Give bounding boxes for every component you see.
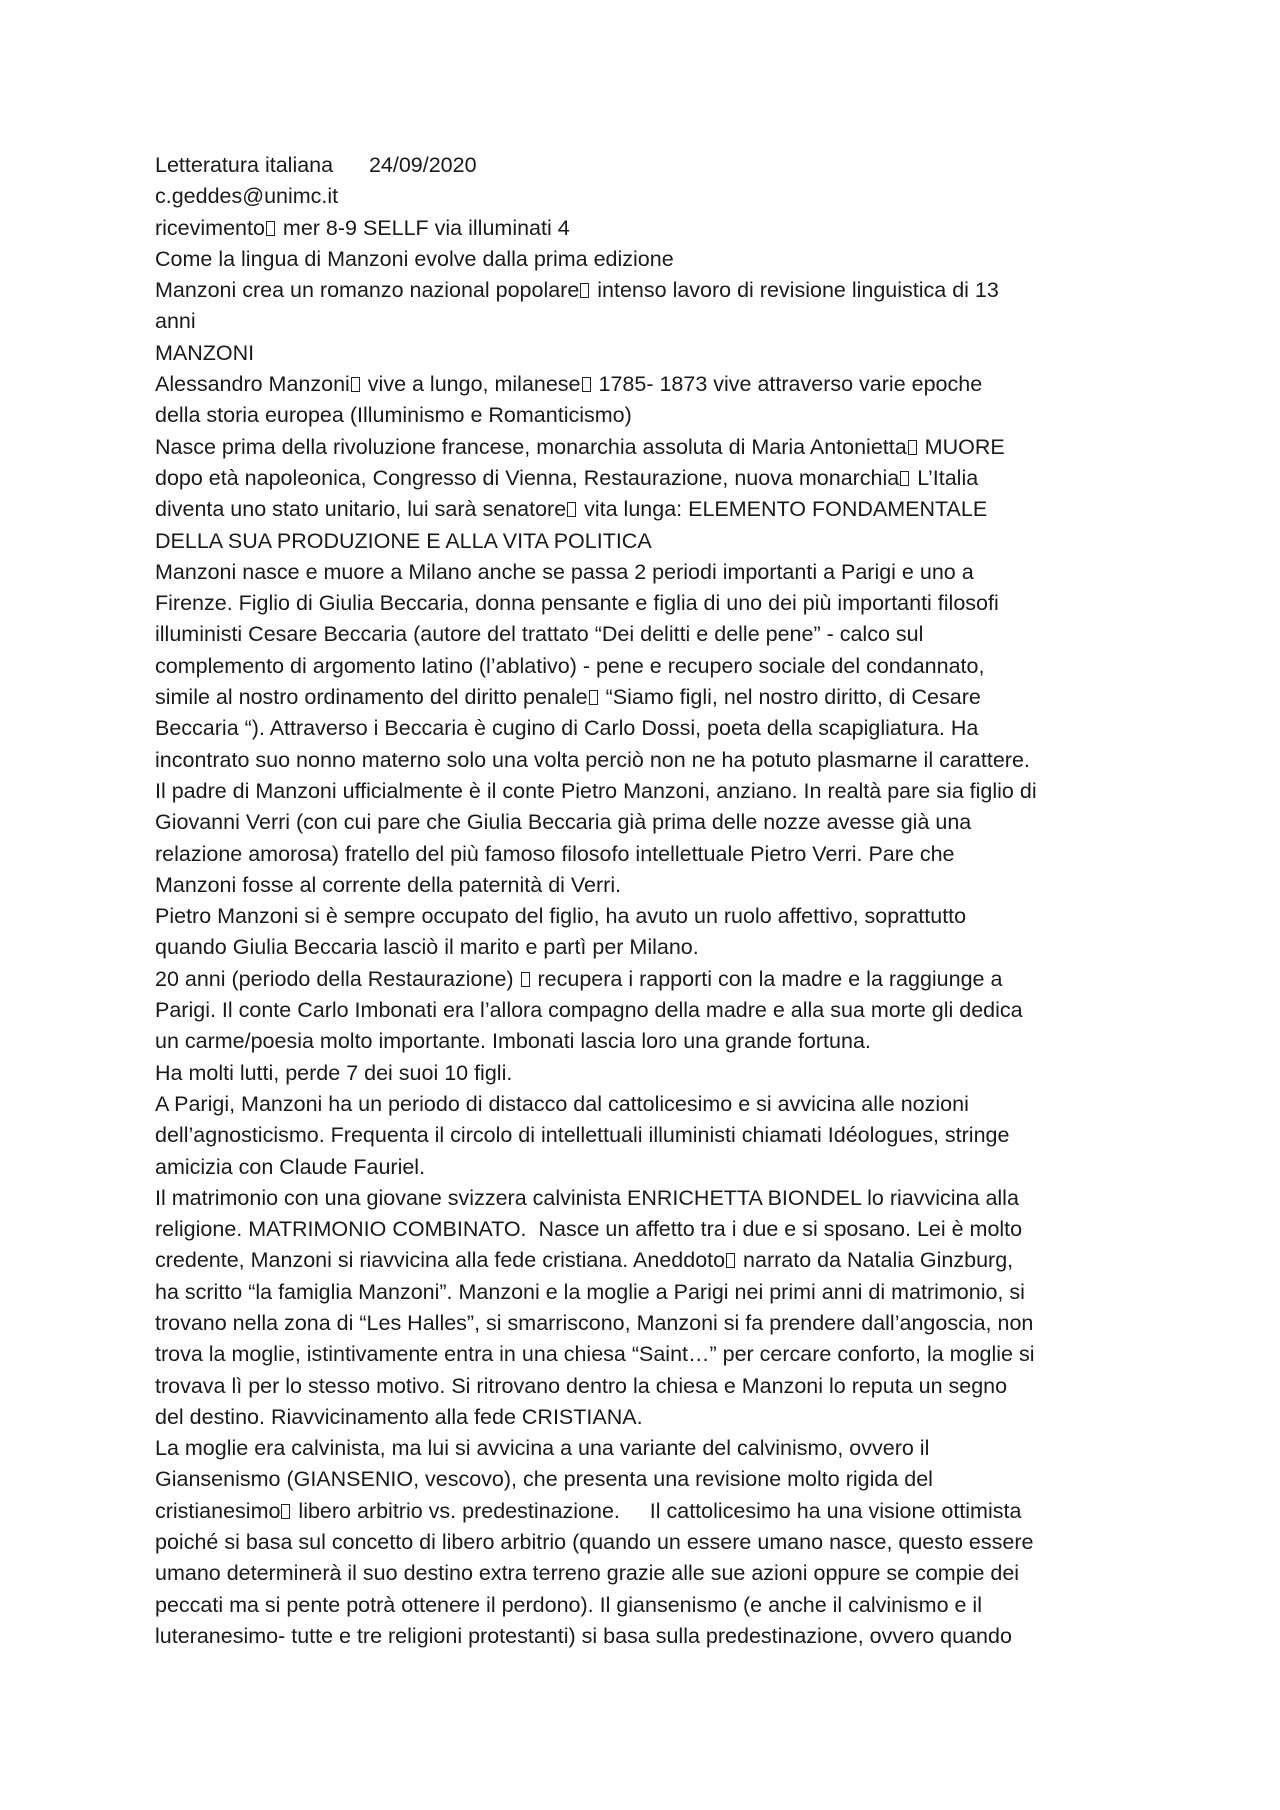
text-line — [155, 463, 1135, 494]
text-segment: mer 8-9 SELLF via illuminati 4 — [276, 215, 570, 240]
text-line — [155, 1183, 1135, 1214]
text-segment: MANZONI — [155, 340, 255, 365]
text-line — [155, 557, 1135, 588]
text-segment: Giansenismo (GIANSENIO, vescovo), che presenta una revisione molto rigida del — [155, 1467, 933, 1492]
text-line — [155, 1527, 1135, 1558]
text-line — [155, 870, 1135, 901]
text-segment: Pietro Manzoni si è sempre occupato del figlio, ha avuto un ruolo affettivo, soprattutto — [155, 904, 967, 929]
course-title: Letteratura italiana — [155, 153, 334, 177]
text-line — [155, 1496, 1135, 1527]
contact-email: c.geddes@unimc.it — [155, 184, 339, 209]
text-segment: Parigi. Il conte Carlo Imbonati era l’allora compagno della madre e alla sua morte gli dedica — [155, 998, 1023, 1023]
text-line — [155, 1558, 1135, 1589]
text-line — [155, 1371, 1135, 1402]
text-segment: trovano nella zona di “Les Halles”, si smarriscono, Manzoni si fa prendere dall’angoscia, non — [155, 1310, 1034, 1335]
text-line — [155, 651, 1135, 682]
text-line — [155, 1214, 1135, 1245]
text-line — [155, 213, 1135, 244]
text-segment: 20 anni (periodo della Restaurazione) — [155, 966, 520, 991]
text-segment: intenso lavoro di revisione linguistica di 13 — [591, 278, 999, 303]
text-line — [155, 338, 1135, 369]
text-segment: Ha molti lutti, perde 7 dei suoi 10 figli. — [155, 1060, 513, 1085]
text-line — [155, 369, 1135, 400]
text-line — [155, 776, 1135, 807]
text-segment: Manzoni nasce e muore a Milano anche se passa 2 periodi importanti a Parigi e uno a — [155, 559, 974, 584]
missing-glyph-icon — [281, 1504, 290, 1519]
missing-glyph-icon — [726, 1253, 735, 1268]
missing-glyph-icon — [521, 972, 530, 987]
text-line — [155, 964, 1135, 995]
text-segment: dopo età napoleonica, Congresso di Vienna, Restaurazione, nuova monarchia — [155, 465, 900, 490]
text-line — [155, 713, 1135, 744]
text-line — [155, 745, 1135, 776]
missing-glyph-icon — [908, 440, 917, 455]
text-line — [155, 932, 1135, 963]
text-line — [155, 807, 1135, 838]
text-segment: ha scritto “la famiglia Manzoni”. Manzoni e la moglie a Parigi nei primi anni di matrimonio, si — [155, 1279, 1025, 1304]
text-segment: Giovanni Verri (con cui pare che Giulia Beccaria già prima delle nozze avesse già una — [155, 810, 972, 835]
text-line — [155, 839, 1135, 870]
text-segment: narrato da Natalia Ginzburg, — [737, 1248, 1014, 1273]
text-line — [155, 682, 1135, 713]
text-segment: umano determinerà il suo destino extra terreno grazie alle sue azioni oppure se compie dei — [155, 1561, 1020, 1586]
text-segment: un carme/poesia molto importante. Imbonati lascia loro una grande fortuna. — [155, 1029, 871, 1054]
text-segment: L’Italia — [911, 465, 979, 490]
text-segment: incontrato suo nonno materno solo una volta perciò non ne ha potuto plasmarne il carattere. — [155, 747, 1030, 772]
missing-glyph-icon — [266, 221, 275, 236]
text-line — [155, 494, 1135, 525]
text-segment: libero arbitrio vs. predestinazione. Il cattolicesimo ha una visione ottimista — [292, 1498, 1022, 1523]
text-line — [155, 400, 1135, 431]
text-segment: Manzoni crea un romanzo nazional popolare — [155, 278, 580, 303]
text-segment: cristianesimo — [155, 1498, 281, 1523]
text-segment: A Parigi, Manzoni ha un periodo di distacco dal cattolicesimo e si avvicina alle nozioni — [155, 1091, 969, 1116]
missing-glyph-icon — [351, 377, 360, 392]
email-line — [155, 181, 1135, 212]
text-segment: amicizia con Claude Fauriel. — [155, 1154, 426, 1179]
text-segment: relazione amorosa) fratello del più famoso filosofo intellettuale Pietro Verri. Pare che — [155, 841, 955, 866]
lecture-date: 24/09/2020 — [368, 153, 477, 177]
text-line — [155, 1433, 1135, 1464]
text-segment: religione. MATRIMONIO COMBINATO. Nasce un affetto tra i due e si sposano. Lei è molto — [155, 1217, 1023, 1242]
text-segment: DELLA SUA PRODUZIONE E ALLA VITA POLITICA — [155, 528, 652, 553]
missing-glyph-icon — [567, 502, 576, 517]
text-segment: luteranesimo- tutte e tre religioni protestanti) si basa sulla predestinazione, ovvero quando — [155, 1623, 1012, 1648]
text-line — [155, 588, 1135, 619]
text-segment: vita lunga: ELEMENTO FONDAMENTALE — [578, 497, 988, 522]
text-segment: Alessandro Manzoni — [155, 372, 350, 397]
text-line — [155, 901, 1135, 932]
text-segment: vive a lungo, milanese — [361, 372, 581, 397]
text-segment: trova la moglie, istintivamente entra in una chiesa “Saint…” per cercare conforto, la moglie si — [155, 1342, 1035, 1367]
missing-glyph-icon — [900, 471, 909, 486]
text-segment: diventa uno stato unitario, lui sarà senatore — [155, 497, 567, 522]
text-line — [155, 1464, 1135, 1495]
text-segment: peccati ma si pente potrà ottenere il perdono). Il giansenismo (e anche il calvinismo e il — [155, 1592, 982, 1617]
text-segment: credente, Manzoni si riavvicina alla fede cristiana. Aneddoto — [155, 1248, 726, 1273]
text-segment: Come la lingua di Manzoni evolve dalla prima edizione — [155, 246, 674, 271]
text-segment: simile al nostro ordinamento del diritto penale — [155, 685, 588, 710]
text-segment: MUORE — [918, 434, 1005, 459]
text-segment: ricevimento — [155, 215, 265, 240]
text-segment: complemento di argomento latino (l’ablativo) - pene e recupero sociale del condannato, — [155, 653, 985, 678]
text-line — [155, 275, 1135, 306]
text-line — [155, 995, 1135, 1026]
text-line — [155, 619, 1135, 650]
text-segment: Il padre di Manzoni ufficialmente è il conte Pietro Manzoni, anziano. In realtà pare sia figlio di — [155, 778, 1037, 803]
document-body — [155, 150, 1135, 1652]
text-line — [155, 1120, 1135, 1151]
text-line — [155, 1590, 1135, 1621]
text-lines — [155, 213, 1135, 1653]
text-segment: Il matrimonio con una giovane svizzera calvinista ENRICHETTA BIONDEL lo riavvicina alla — [155, 1185, 1019, 1210]
text-segment: Beccaria “). Attraverso i Beccaria è cugino di Carlo Dossi, poeta della scapigliatura. Ha — [155, 716, 979, 741]
missing-glyph-icon — [589, 690, 598, 705]
text-line — [155, 1277, 1135, 1308]
text-line — [155, 1402, 1135, 1433]
missing-glyph-icon — [582, 377, 591, 392]
text-segment: Firenze. Figlio di Giulia Beccaria, donna pensante e figlia di uno dei più importanti filosofi — [155, 591, 999, 616]
text-segment: poiché si basa sul concetto di libero arbitrio (quando un essere umano nasce, questo essere — [155, 1530, 1034, 1555]
text-line — [155, 1308, 1135, 1339]
text-segment: “Siamo figli, nel nostro diritto, di Cesare — [599, 685, 981, 710]
header-line — [155, 150, 1135, 181]
missing-glyph-icon — [580, 283, 589, 298]
text-line — [155, 1058, 1135, 1089]
text-line — [155, 1621, 1135, 1652]
text-line — [155, 1245, 1135, 1276]
text-segment: recupera i rapporti con la madre e la raggiunge a — [531, 966, 1003, 991]
text-segment: Manzoni fosse al corrente della paternità di Verri. — [155, 872, 622, 897]
text-segment: trovava lì per lo stesso motivo. Si ritrovano dentro la chiesa e Manzoni lo reputa un segno — [155, 1373, 1008, 1398]
text-line — [155, 306, 1135, 337]
text-segment: anni — [155, 309, 196, 334]
text-segment: del destino. Riavvicinamento alla fede CRISTIANA. — [155, 1404, 643, 1429]
text-line — [155, 1026, 1135, 1057]
text-line — [155, 1152, 1135, 1183]
text-line — [155, 1339, 1135, 1370]
text-segment: Nasce prima della rivoluzione francese, monarchia assoluta di Maria Antonietta — [155, 434, 907, 459]
text-segment: 1785- 1873 vive attraverso varie epoche — [592, 372, 983, 397]
text-line — [155, 432, 1135, 463]
text-segment: della storia europea (Illuminismo e Romanticismo) — [155, 403, 632, 428]
text-segment: quando Giulia Beccaria lasciò il marito e partì per Milano. — [155, 935, 699, 960]
text-line — [155, 526, 1135, 557]
text-segment: dell’agnosticismo. Frequenta il circolo di intellettuali illuministi chiamati Idéologues, stringe — [155, 1123, 1010, 1148]
text-line — [155, 244, 1135, 275]
text-segment: La moglie era calvinista, ma lui si avvicina a una variante del calvinismo, ovvero il — [155, 1436, 930, 1461]
text-line — [155, 1089, 1135, 1120]
text-segment: illuministi Cesare Beccaria (autore del trattato “Dei delitti e delle pene” - calco sul — [155, 622, 924, 647]
